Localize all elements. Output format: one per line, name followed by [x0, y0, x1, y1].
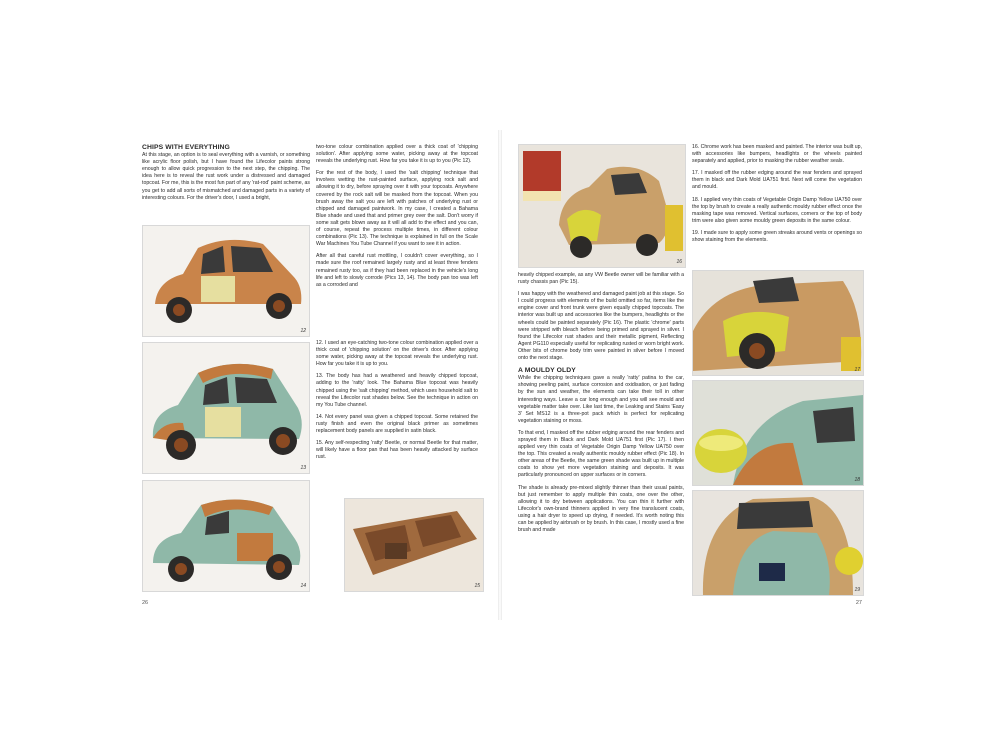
section-heading-mouldy: A MOULDY OLDY: [518, 367, 576, 375]
figure-number: 16: [676, 259, 682, 265]
figure-number: 19: [854, 587, 860, 593]
figure-number: 13: [300, 465, 306, 471]
photo-16-chrome-masked: [518, 144, 686, 268]
body-paragraph: The shade is already pre-mixed slightly thinner than their usual paints, but just remember to apply multiple thin coats, one over the other, allowing it to dry between applications. You can thin it further with Lifecolor's own-brand thinners applied in very fine translucent coats, using a hair dryer to speed up drying, if needed. It's worth noting this can be applied by airbrush or by brush. In this case, I mostly used a fine brush and made: [518, 484, 684, 534]
photo-17-masked-fender: [692, 270, 864, 376]
photo-14-beetle-side: [142, 480, 310, 592]
body-paragraph: After all that careful rust mottling, I couldn't cover everything, so I made sure the roof remained largely rusty and at least three fenders remained rusty too, as if they had been replaced in the vehicle's long life and left to slowly corrode (Pics 13, 14). The body pan too was left as a corroded and: [316, 253, 478, 288]
photo-12-beetle-two-tone-door: [142, 225, 310, 337]
caption-18: 18. I applied very thin coats of Vegetable Origin Damp Yellow UA750 over the top by brush to create a really authentic mouldy rubber effect once the masking tape was removed. Vertical surfaces, corners or the top of body trim were also given some mouldy green deposits in the same colour.: [692, 196, 862, 224]
section-heading-chips: CHIPS WITH EVERYTHING: [142, 144, 230, 151]
right-page: [502, 130, 880, 620]
body-paragraph: For the rest of the body, I used the 'salt chipping' technique that involves wetting the rust-painted surface, applying rock salt and allowing it to dry, before spraying over it with your topcoats. Anywhere covered by the rock salt will be masked from the topcoat. When you brush away the salt you are left with patches of underlying rust or chipped and damaged paintwork. In my case, I created a Bahama Blue shade and used that and primer grey over the salt. Don't worry if some salt gets blown away as it will all add to the effect and you can, of course, repeat the process multiple times, in different colour combinations (Pic 13). The technique is explained in full on the Scale War Machines You Tube Channel if you want to see it in action.: [316, 170, 478, 248]
body-paragraph: To that end, I masked off the rubber edging around the rear fenders and sprayed them in Black and Dark Mold UA751 first (Pic 17). I then applied very thin coats of Vegetable Origin Damp Yellow UA750 over the top. This created a really authentic mouldy rubber effect (Pic 18). In other areas of the Beetle, the same green shade was built up in multiple coats to show yet more vegetation staining and deposits. It was particularly pronounced on upper surfaces or in corners.: [518, 429, 684, 479]
figure-number: 12: [300, 328, 306, 334]
left-captions: [316, 340, 478, 466]
photo-13-beetle-chipped-blue: [142, 342, 310, 474]
caption-15: 15. Any self-respecting 'ratty' Beetle, or normal Beetle for that matter, will likely have a floor pan that has been heavily attacked by surface rust.: [316, 440, 478, 461]
photo-19-green-streaks: [692, 490, 864, 596]
caption-19: 19. I made sure to apply some green streaks around vents or openings so show staining from the elements.: [692, 229, 862, 244]
right-captions: [692, 144, 862, 249]
left-column-2: [316, 144, 478, 294]
page-number-right: 27: [855, 600, 862, 606]
caption-12: 12. I used an eye-catching two-tone colour combination applied over a thick coat of 'chipping solution' on the driver's door. After applying some water, picking away at the topcoat reveals the underlying rust. How far you take it is up to you.: [316, 340, 478, 368]
figure-number: 17: [854, 367, 860, 373]
caption-13: 13. The body has had a weathered and heavily chipped topcoat, adding to the 'ratty' look. The Bahama Blue topcoat was heavily chipped using the 'salt chipping' method, which uses household salt to reveal the Lifecolor rust shades below. See the technique in action on my You Tube channel.: [316, 373, 478, 408]
caption-16: 16. Chrome work has been masked and painted. The interior was built up, with accessories like bumpers, headlights or the wheels painted separately and applied, prior to masking the rubber weather seals.: [692, 144, 862, 165]
left-page: [120, 130, 498, 620]
body-paragraph: I was happy with the weathered and damaged paint job at this stage. So I could progress with elements of the build omitted so far, items like the engine cover and front trunk were given equally chipped topcoats. The interior was built up and accessories like the bumpers, headlights or the wheels could be painted separately (Pic 16). The plastic 'chrome' parts were stripped with bleach before being primed and sprayed in silver. I found the Lifecolor rust shades and their metallic pigment, Reflecting Agent PG110 especially useful for replicating rusted or worn bright work. Other bits of chrome body trim were painted in silver before I moved onto the next stage.: [518, 291, 684, 362]
photo-15-floor-pan: [344, 498, 484, 592]
magazine-spread: [120, 130, 880, 620]
right-column-1: [518, 272, 684, 539]
body-paragraph: heavily chipped example, as any VW Beetle owner will be familiar with a rusty chassis pan (Pic 15).: [518, 272, 684, 286]
body-paragraph: two-tone colour combination applied over a thick coat of 'chipping solution'. After applying some water, picking away at the topcoat reveals the underlying rust. How far you take it is up to you (Pic 12).: [316, 144, 478, 165]
figure-number: 15: [474, 583, 480, 589]
caption-14: 14. Not every panel was given a chipped topcoat. Some retained the rusty finish and even the original black primer as sometimes replacement body panels are supplied in satin black.: [316, 413, 478, 435]
body-paragraph: At this stage, an option is to seal everything with a varnish, or something like acrylic floor polish, but I have found the Lifecolor paints strong enough to allow quick progression to the next step, the chipping. The idea here is to reveal the rust work under a distressed and damaged topcoat. For me, this is the most fun part of any 'rat-rod' paint scheme, as you get to add all sorts of mismatched and damaged parts in a variety of interesting colours. For the driver's door, I used a bright,: [142, 152, 310, 201]
beetle-illustration: [143, 226, 309, 336]
left-column-1: [142, 144, 310, 207]
page-number-left: 26: [142, 600, 149, 606]
photo-18-mouldy-rubber: [692, 380, 864, 486]
figure-number: 18: [854, 477, 860, 483]
body-paragraph: While the chipping techniques gave a really 'ratty' patina to the car, showing peeling paint, surface corrosion and oxidisation, or just fading by the sun and weather, the elements can take their toll in other interesting ways. Leave a car long enough and you will see mould and vegetable matter take over. Like last time, the Leaking and Stains 'Easy 3' Set MS12 is a three-pot pack which is perfect for replicating vegetation staining or moss.: [518, 375, 684, 424]
figure-number: 14: [300, 583, 306, 589]
caption-17: 17. I masked off the rubber edging around the rear fenders and sprayed them in black and Dark Mold UA751 first. Next will come the vegetation and mould.: [692, 170, 862, 191]
